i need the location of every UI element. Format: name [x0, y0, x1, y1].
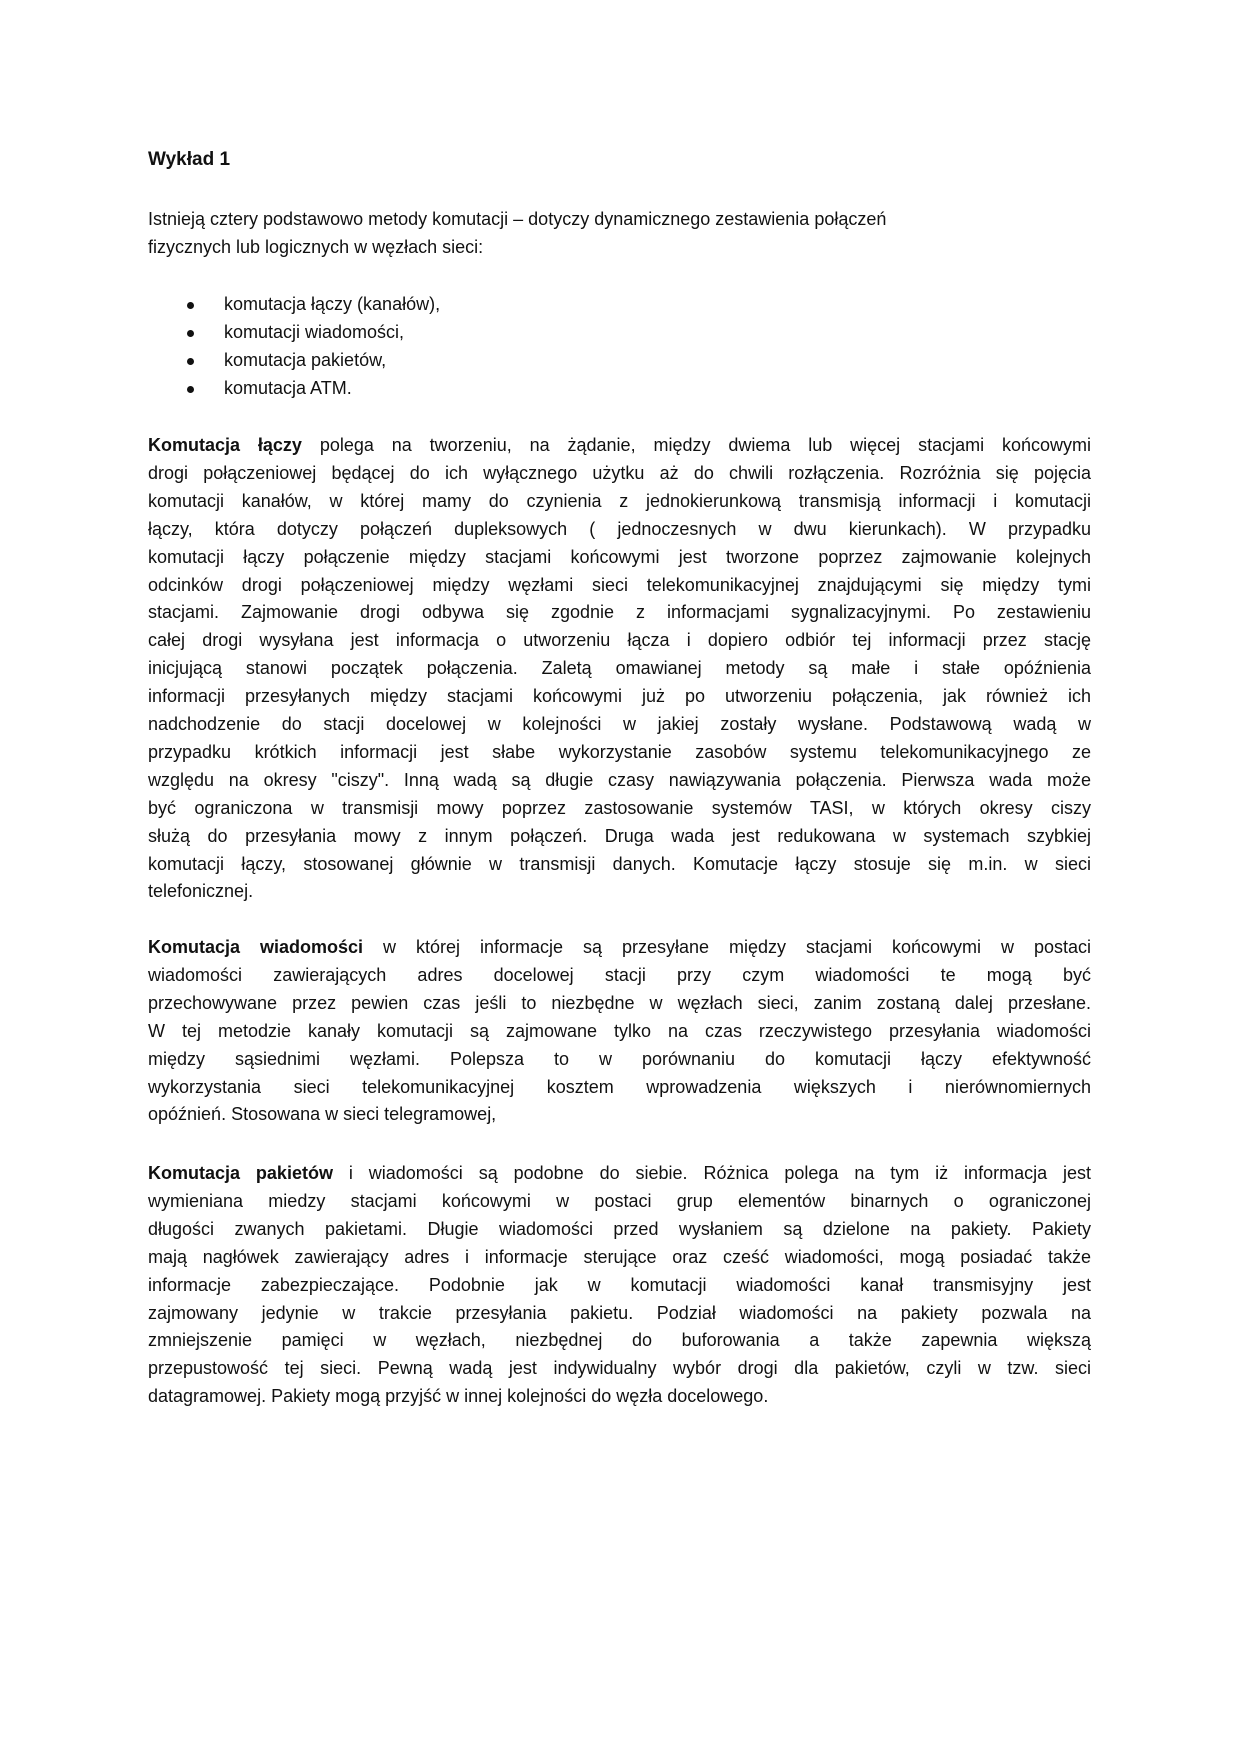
list-item-text: komutacja ATM.	[224, 378, 352, 398]
paragraph-line: informacji przesyłanych między stacjami końcowymi już po utworzeniu połączenia, jak również ich	[148, 686, 1091, 707]
paragraph-line: służą do przesyłania mowy z innym połączeń. Druga wada jest redukowana w systemach szybkiej	[148, 825, 1091, 846]
paragraph-line: wiadomości zawierających adres docelowej stacji przy czym wiadomości te mogą być	[148, 964, 1091, 985]
bullet-icon	[187, 330, 194, 337]
paragraph-text: polega na tworzeniu, na żądanie, między dwiema lub więcej stacjami końcowymi	[301, 435, 1091, 455]
intro-line: Istnieją cztery podstawowo metody komutacji – dotyczy dynamicznego zestawienia połączeń	[148, 209, 887, 229]
list-item-text: komutacja łączy (kanałów),	[224, 294, 441, 314]
paragraph-line: stacjami. Zajmowanie drogi odbywa się zgodnie z informacjami sygnalizacyjnymi. Po zestawieniu	[148, 602, 1091, 623]
bullet-icon	[187, 302, 194, 309]
paragraph-line	[148, 431, 1091, 459]
bullet-icon	[187, 358, 194, 365]
paragraph-line: przypadku krótkich informacji jest słabe wykorzystanie zasobów systemu telekomunikacyjnego ze	[148, 741, 1091, 762]
list-item-text: komutacja pakietów,	[224, 350, 387, 370]
paragraph-line: wykorzystania sieci telekomunikacyjnej kosztem wprowadzenia większych i nierównomiernych	[148, 1076, 1091, 1097]
list-item	[187, 318, 404, 346]
paragraph-line: łączy, która dotyczy połączeń dupleksowych ( jednoczesnych w dwu kierunkach). W przypadku	[148, 518, 1091, 539]
paragraph-line: całej drogi wysyłana jest informacja o utworzeniu łącza i dopiero odbiór tej informacji przez stację	[148, 630, 1091, 651]
paragraph-text: i wiadomości są podobne do siebie. Różnica polega na tym iż informacja jest	[332, 1163, 1092, 1183]
list-item	[187, 374, 352, 402]
paragraph-line: informacje zabezpieczające. Podobnie jak w komutacji wiadomości kanał transmisyjny jest	[148, 1274, 1091, 1295]
paragraph-heading: Komutacja wiadomości	[148, 937, 364, 957]
paragraph-line: komutacji kanałów, w której mamy do czynienia z jednokierunkową transmisją informacji i komutacji	[148, 490, 1091, 511]
list-item-text: komutacji wiadomości,	[224, 322, 405, 342]
paragraph-line	[148, 933, 1091, 961]
paragraph-line: odcinków drogi połączeniowej między węzłami sieci telekomunikacyjnej znajdującymi się między tymi	[148, 574, 1091, 595]
bullet-icon	[187, 386, 194, 393]
paragraph-line: inicjującą stanowi początek połączenia. Zaletą omawianej metody są małe i stałe opóźnienia	[148, 658, 1091, 679]
paragraph-line: telefonicznej.	[148, 881, 254, 902]
intro-line: fizycznych lub logicznych w węzłach sieci:	[148, 237, 484, 257]
list-item	[187, 346, 386, 374]
paragraph-line: wymieniana miedzy stacjami końcowymi w postaci grup elementów binarnych o ograniczonej	[148, 1190, 1091, 1211]
paragraph-line: zajmowany jedynie w trakcie przesyłania pakietu. Podział wiadomości na pakiety pozwala na	[148, 1302, 1091, 1323]
paragraph-line: między sąsiednimi węzłami. Polepsza to w porównaniu do komutacji łączy efektywność	[148, 1048, 1091, 1069]
document-title: Wykład 1	[148, 149, 231, 170]
paragraph-line: przepustowość tej sieci. Pewną wadą jest indywidualny wybór drogi dla pakietów, czyli w tzw. sieci	[148, 1358, 1091, 1379]
list-item	[187, 290, 440, 318]
paragraph-line: opóźnień. Stosowana w sieci telegramowej,	[148, 1104, 497, 1125]
paragraph-line	[148, 1159, 1091, 1187]
paragraph-heading: Komutacja łączy	[148, 435, 302, 455]
paragraph-line: datagramowej. Pakiety mogą przyjść w innej kolejności do węzła docelowego.	[148, 1386, 769, 1407]
paragraph-line: nadchodzenie do stacji docelowej w kolejności w jakiej zostały wysłane. Podstawową wadą w	[148, 714, 1091, 734]
paragraph-line: komutacji łączy połączenie między stacjami końcowymi jest tworzone poprzez zajmowanie kolejnych	[148, 546, 1091, 567]
paragraph-line: W tej metodzie kanały komutacji są zajmowane tylko na czas rzeczywistego przesyłania wiadomości	[148, 1020, 1091, 1041]
paragraph-line: zmniejszenie pamięci w węzłach, niezbędnej do buforowania a także zapewnia większą	[148, 1330, 1091, 1351]
paragraph-line: przechowywane przez pewien czas jeśli to niezbędne w węzłach sieci, zanim zostaną dalej przesłane.	[148, 992, 1091, 1013]
paragraph-line: komutacji łączy, stosowanej głównie w transmisji danych. Komutacje łączy stosuje się m.in. w sieci	[148, 853, 1091, 874]
paragraph-line: względu na okresy "ciszy". Inną wadą są długie czasy nawiązywania połączenia. Pierwsza wada może	[148, 769, 1091, 790]
paragraph-heading: Komutacja pakietów	[148, 1163, 333, 1183]
paragraph-text: w której informacje są przesyłane między stacjami końcowymi w postaci	[363, 937, 1091, 957]
paragraph-line: być ograniczona w transmisji mowy poprzez zastosowanie systemów TASI, w których okresy ciszy	[148, 797, 1091, 818]
paragraph-line: mają nagłówek zawierający adres i informacje sterujące oraz cześć wiadomości, mogą posiadać także	[148, 1246, 1091, 1267]
paragraph-line: drogi połączeniowej będącej do ich wyłącznego użytku aż do chwili rozłączenia. Rozróżnia się pojęcia	[148, 462, 1091, 483]
paragraph-line: długości zwanych pakietami. Długie wiadomości przed wysłaniem są dzielone na pakiety. Pakiety	[148, 1218, 1091, 1239]
